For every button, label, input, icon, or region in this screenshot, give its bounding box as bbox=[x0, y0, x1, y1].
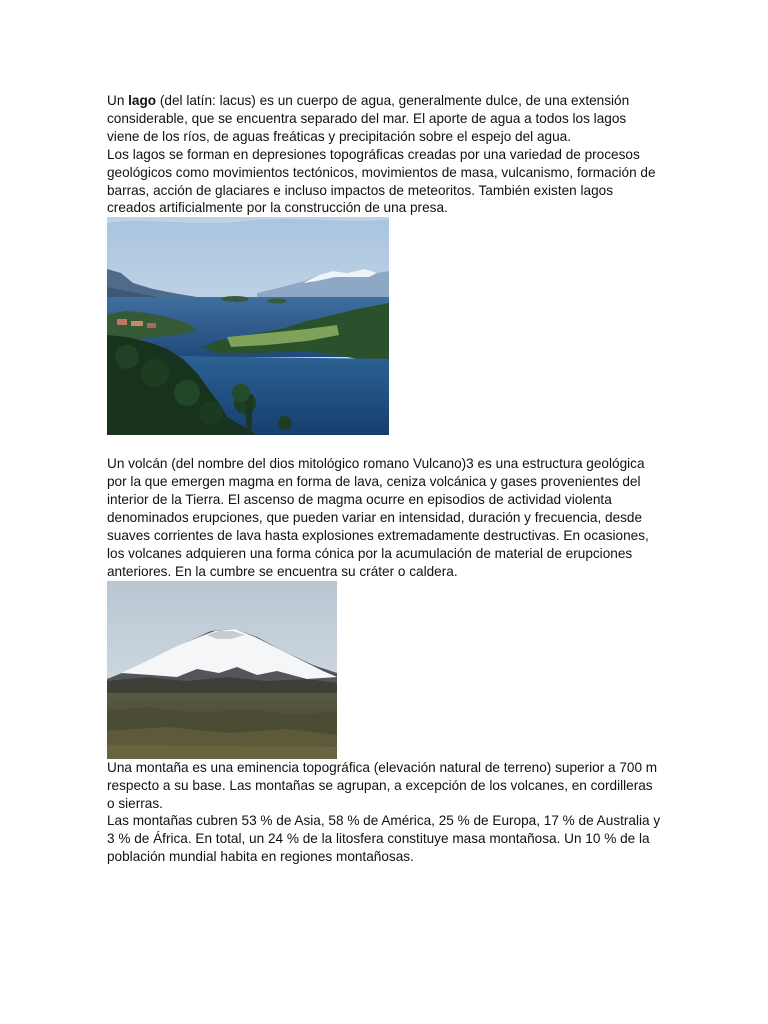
lake-p1-lead: Un bbox=[107, 93, 129, 108]
volcano-paragraph: Un volcán (del nombre del dios mitológico romano Vulcano)3 es una estructura geológica por la que emergen magma en forma de lava, ceniza volcánica y gases provenientes del interior de la Tierra. El ascenso de magma ocurre en episodios de actividad violenta denominados erupciones, que pueden variar en intensidad, duración y frecuencia, desde suaves corrientes de lava hasta explosiones extremadamente destructivas. En ocasiones, los volcanes adquieren una forma cónica por la acumulación de material de erupciones anteriores. En la cumbre se encuentra su cráter o caldera. bbox=[107, 456, 649, 579]
lake-paragraph-1 bbox=[107, 92, 662, 146]
volcano-photo bbox=[107, 581, 337, 759]
lake-paragraph-2: Los lagos se forman en depresiones topográficas creadas por una variedad de procesos geológicos como movimientos tectónicos, movimientos de masa, vulcanismo, formación de barras, acción de glaciares e incluso impactos de meteoritos. También existen lagos creados artificialmente por la construcción de una presa. bbox=[107, 146, 656, 216]
lake-photo bbox=[107, 217, 389, 435]
lake-term: lago bbox=[128, 93, 157, 108]
mountain-paragraph-2: Las montañas cubren 53 % de Asia, 58 % de América, 25 % de Europa, 17 % de Australia y 3 % de África. En total, un 24 % de la litosfera constituye masa montañosa. Un 10 % de la población mundial habita en regiones montañosas. bbox=[107, 813, 661, 865]
spacer bbox=[107, 435, 662, 455]
document-page bbox=[107, 92, 662, 866]
lake-p1-rest: (del latín: lacus) es un cuerpo de agua, generalmente dulce, de una extensión considerable, que se encuentra separado del mar. El aporte de agua a todos los lagos viene de los ríos, de aguas freáticas y precipitación sobre el espejo del agua. bbox=[107, 93, 630, 144]
mountain-paragraph-1: Una montaña es una eminencia topográfica (elevación natural de terreno) superior a 700 m respecto a su base. Las montañas se agrupan, a excepción de los volcanes, en cordilleras o sierras. bbox=[107, 759, 658, 811]
